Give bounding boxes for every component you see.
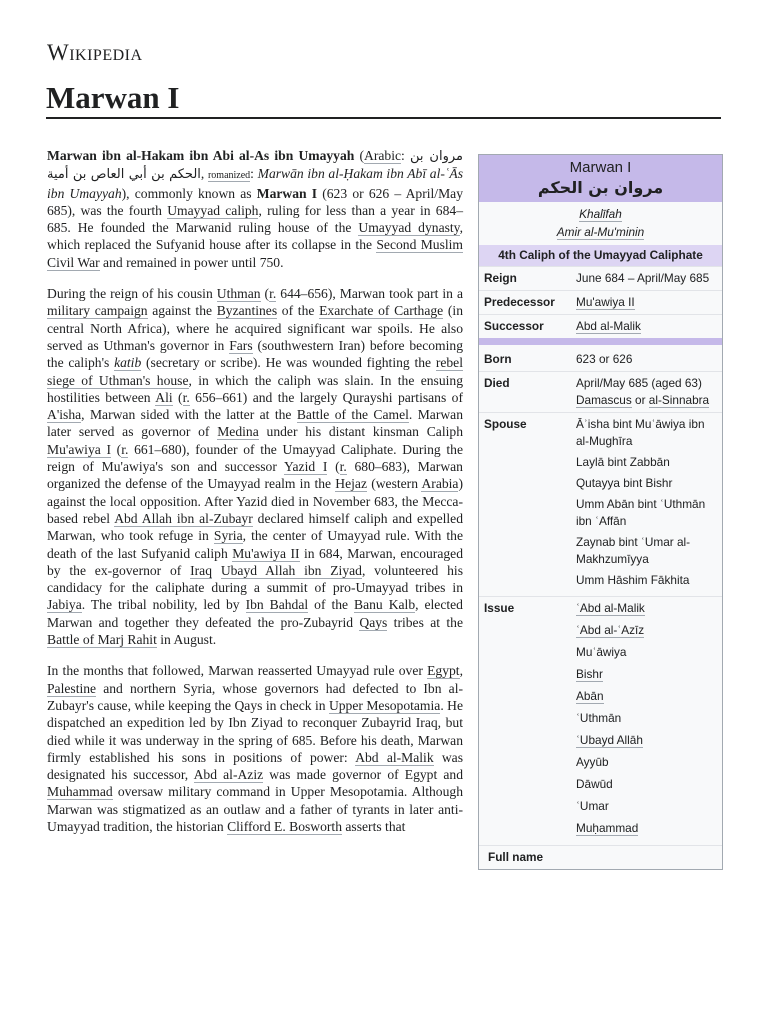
issue-item: Dāwūd [576,777,613,791]
infobox-arabic-name: مروان بن الحكم [537,178,664,197]
issue-item: Muʿāwiya [576,645,627,659]
bold-name: Marwan ibn al-Hakam ibn Abi al-As ibn Umayyah [47,148,355,163]
arabic-name: مروان بن الحكم بن أبي العاص بن أمية [47,149,463,183]
link-exarchate-of-carthage[interactable]: Exarchate of Carthage [319,303,444,319]
spouse-list [576,416,722,593]
link-abd-al-aziz[interactable]: Abd al-Aziz [193,767,264,783]
infobox-subheader[interactable]: 4th Caliph of the Umayyad Caliphate [479,245,722,266]
infobox-row-issue [479,596,722,845]
spouse-item: Umm Abān bint ʿUthmān ibn ʿAffān [576,497,706,528]
article-body [47,147,463,849]
link-banu-kalb[interactable]: Banu Kalb [354,597,416,613]
issue-item: ʿUmar [576,799,609,813]
infobox-name: Marwan I [569,159,632,176]
link-ali[interactable]: Ali [155,389,173,405]
link-al-sinnabra[interactable]: al-Sinnabra [648,393,710,407]
predecessor-label: Predecessor [484,295,555,309]
spouse-label: Spouse [484,417,527,431]
issue-link[interactable]: Abān [576,689,604,703]
link-reign-abbr[interactable]: r. [121,441,129,457]
link-military-campaign[interactable]: military campaign [47,303,148,319]
issue-link[interactable]: ʿAbd al-Malik [576,601,645,615]
link-reign-abbr[interactable]: r. [339,459,347,475]
link-medina[interactable]: Medina [217,424,259,440]
issue-link[interactable]: Muḥammad [576,821,639,835]
link-byzantines[interactable]: Byzantines [216,303,278,319]
issue-link[interactable]: ʿAbd al-ʿAzīz [576,623,645,637]
link-muawiya-ii[interactable]: Mu'awiya II [232,545,300,561]
link-umayyad-dynasty[interactable]: Umayyad dynasty [358,220,460,236]
page-title: Marwan I [46,80,180,115]
link-arabic[interactable]: Arabic [364,148,402,163]
issue-item: Ayyūb [576,755,609,769]
died-label: Died [484,376,510,390]
link-reign-abbr[interactable]: r. [269,286,277,302]
link-second-muslim-civil-war[interactable]: Second Muslim Civil War [47,237,464,270]
link-romanized[interactable]: romanized [207,170,251,182]
link-qays[interactable]: Qays [359,614,388,630]
link-ibn-al-zubayr[interactable]: Abd Allah ibn al-Zubayr [114,510,253,526]
spouse-item: Āʾisha bint Muʿāwiya ibn al-Mughīra [576,417,705,448]
link-palestine[interactable]: Palestine [47,680,97,696]
link-syria[interactable]: Syria [213,528,243,544]
link-aisha[interactable]: A'isha [47,407,82,423]
link-muhammad[interactable]: Muhammad [47,784,113,800]
infobox-row-predecessor [479,290,722,314]
link-abd-al-malik[interactable]: Abd al-Malik [355,749,434,765]
spouse-item: Zaynab bint ʿUmar al-Makhzumīyya [576,535,691,566]
paragraph-1: Marwan ibn al-Hakam ibn Abi al-As ibn Umayyah (Arabic: مروان بن الحكم بن أبي العاص بن أمية, romanized: Marwān ibn al-Ḥakam ibn Abī al-ʿĀs ibn Umayyah), commonly known as Marwan I (623 or 626 – April/May 685), was the fourth Umayyad caliph, ruling for less than a year in 684–685. He founded the Marwanid ruling house of the Umayyad dynasty, which replaced the Sufyanid house after its collapse in the Second Muslim Civil War and remained in power until 750. [47,148,464,270]
link-successor[interactable]: Abd al-Malik [576,319,641,333]
link-siege-of-uthman[interactable]: rebel siege of Uthman's house [47,355,463,388]
infobox-titles [479,202,722,245]
wikipedia-wordmark[interactable]: Wikipedia [47,40,143,65]
fullname-label: Full name [488,850,544,864]
paragraph-2: During the reign of his cousin Uthman (r. 644–656), Marwan took part in a military campaign against the Byzantines of the Exarchate of Carthage (in central North Africa), where he acquired significant war spoils. He also served as Uthman's governor in Fars (southwestern Iran) before becoming the caliph's katib (secretary or scribe). He was wounded fighting the rebel siege of Uthman's house, in which the caliph was slain. In the ensuing hostilities between Ali (r. 656–661) and the largely Qurayshi partisans of A'isha, Marwan sided with the latter at the Battle of the Camel. Marwan later served as governor of Medina under his distant kinsman Caliph Mu'awiya I (r. 661–680), founder of the Umayyad Caliphate. During the reign of Mu'awiya's son and successor Yazid I (r. 680–683), Marwan organized the defense of the Umayyad realm in the Hejaz (western Arabia) against the local opposition. After Yazid died in November 683, the Mecca-based rebel Abd Allah ibn al-Zubayr declared himself caliph and expelled Marwan, who took refuge in Syria, the center of Umayyad rule. With the death of the last Sufyanid caliph Mu'awiya II in 684, Marwan, encouraged by the ex-governor of Iraq Ubayd Allah ibn Ziyad, volunteered his candidacy for the caliphate during a summit of pro-Umayyad tribes in Jabiya. The tribal nobility, led by Ibn Bahdal of the Banu Kalb, elected Marwan and together they defeated the pro-Zubayrid Qays tribes at the Battle of Marj Rahit in August. [47,286,464,648]
reign-value: June 684 – April/May 685 [576,271,710,285]
link-battle-of-marj-rahit[interactable]: Battle of Marj Rahit [47,632,157,648]
link-fars[interactable]: Fars [229,337,253,353]
link-hejaz[interactable]: Hejaz [335,476,367,492]
infobox [478,154,723,870]
link-damascus[interactable]: Damascus [576,393,632,407]
spouse-item: Laylā bint Zabbān [576,455,670,469]
link-iraq[interactable]: Iraq [190,562,213,578]
successor-label: Successor [484,319,544,333]
romanized-name: Marwān ibn al-Ḥakam ibn Abī al-ʿĀs ibn Umayyah [47,166,463,201]
link-reign-abbr[interactable]: r. [182,389,190,405]
link-amir-al-muminin[interactable]: Amir al-Mu'minin [556,225,645,239]
link-arabia[interactable]: Arabia [421,476,459,492]
link-upper-mesopotamia[interactable]: Upper Mesopotamia [328,697,441,713]
link-uthman[interactable]: Uthman [216,286,261,302]
link-jabiya[interactable]: Jabiya [47,597,82,613]
link-muawiya-i[interactable]: Mu'awiya I [47,441,111,457]
infobox-row-fullname [479,845,722,869]
link-battle-of-the-camel[interactable]: Battle of the Camel [296,407,409,423]
bold-common-name: Marwan I [256,185,318,201]
spouse-item: Umm Hāshim Fākhita [576,573,690,587]
issue-link[interactable]: Bishr [576,667,603,681]
link-clifford-bosworth[interactable]: Clifford E. Bosworth [227,818,342,834]
link-katib[interactable]: katib [114,355,142,371]
title-divider [46,117,721,119]
infobox-row-successor [479,314,722,338]
infobox-row-spouse [479,412,722,596]
infobox-row-born [479,345,722,371]
reign-label: Reign [484,271,517,285]
spouse-item: Qutayya bint Bishr [576,476,673,490]
issue-list [576,600,722,842]
link-ubayd-allah-ibn-ziyad[interactable]: Ubayd Allah ibn Ziyad [220,562,362,578]
infobox-row-reign [479,266,722,290]
link-ibn-bahdal[interactable]: Ibn Bahdal [245,597,309,613]
infobox-header [479,155,722,202]
issue-item: ʿUthmān [576,711,622,725]
link-predecessor[interactable]: Mu'awiya II [576,295,635,309]
link-egypt[interactable]: Egypt [427,663,460,679]
paragraph-3: In the months that followed, Marwan reasserted Umayyad rule over Egypt, Palestine and northern Syria, whose governors had defected to Ibn al-Zubayr's cause, while keeping the Qays in check in Upper Mesopotamia. He dispatched an expedition led by Ibn Ziyad to reconquer Zubayrid Iraq, but died while it was underway in the spring of 685. Before his death, Marwan firmly established his sons in positions of power: Abd al-Malik was designated his successor, Abd al-Aziz was made governor of Egypt and Muhammad oversaw military command in Upper Mesopotamia. Although Marwan was stigmatized as an outlaw and a father of tyrants in later anti-Umayyad tradition, the historian Clifford E. Bosworth asserts that [47,663,464,834]
infobox-row-died: Died April/May 685 (aged 63) Damascus or al-Sinnabra [479,371,722,412]
link-khalifah[interactable]: Khalīfah [579,207,622,221]
issue-label: Issue [484,601,515,615]
issue-link[interactable]: ʿUbayd Allāh [576,733,643,747]
link-umayyad-caliph[interactable]: Umayyad caliph [167,202,259,218]
died-value: April/May 685 (aged 63) [576,376,702,390]
born-value: 623 or 626 [576,352,633,366]
born-label: Born [484,352,512,366]
infobox-separator [479,338,722,345]
link-yazid-i[interactable]: Yazid I [284,459,328,475]
